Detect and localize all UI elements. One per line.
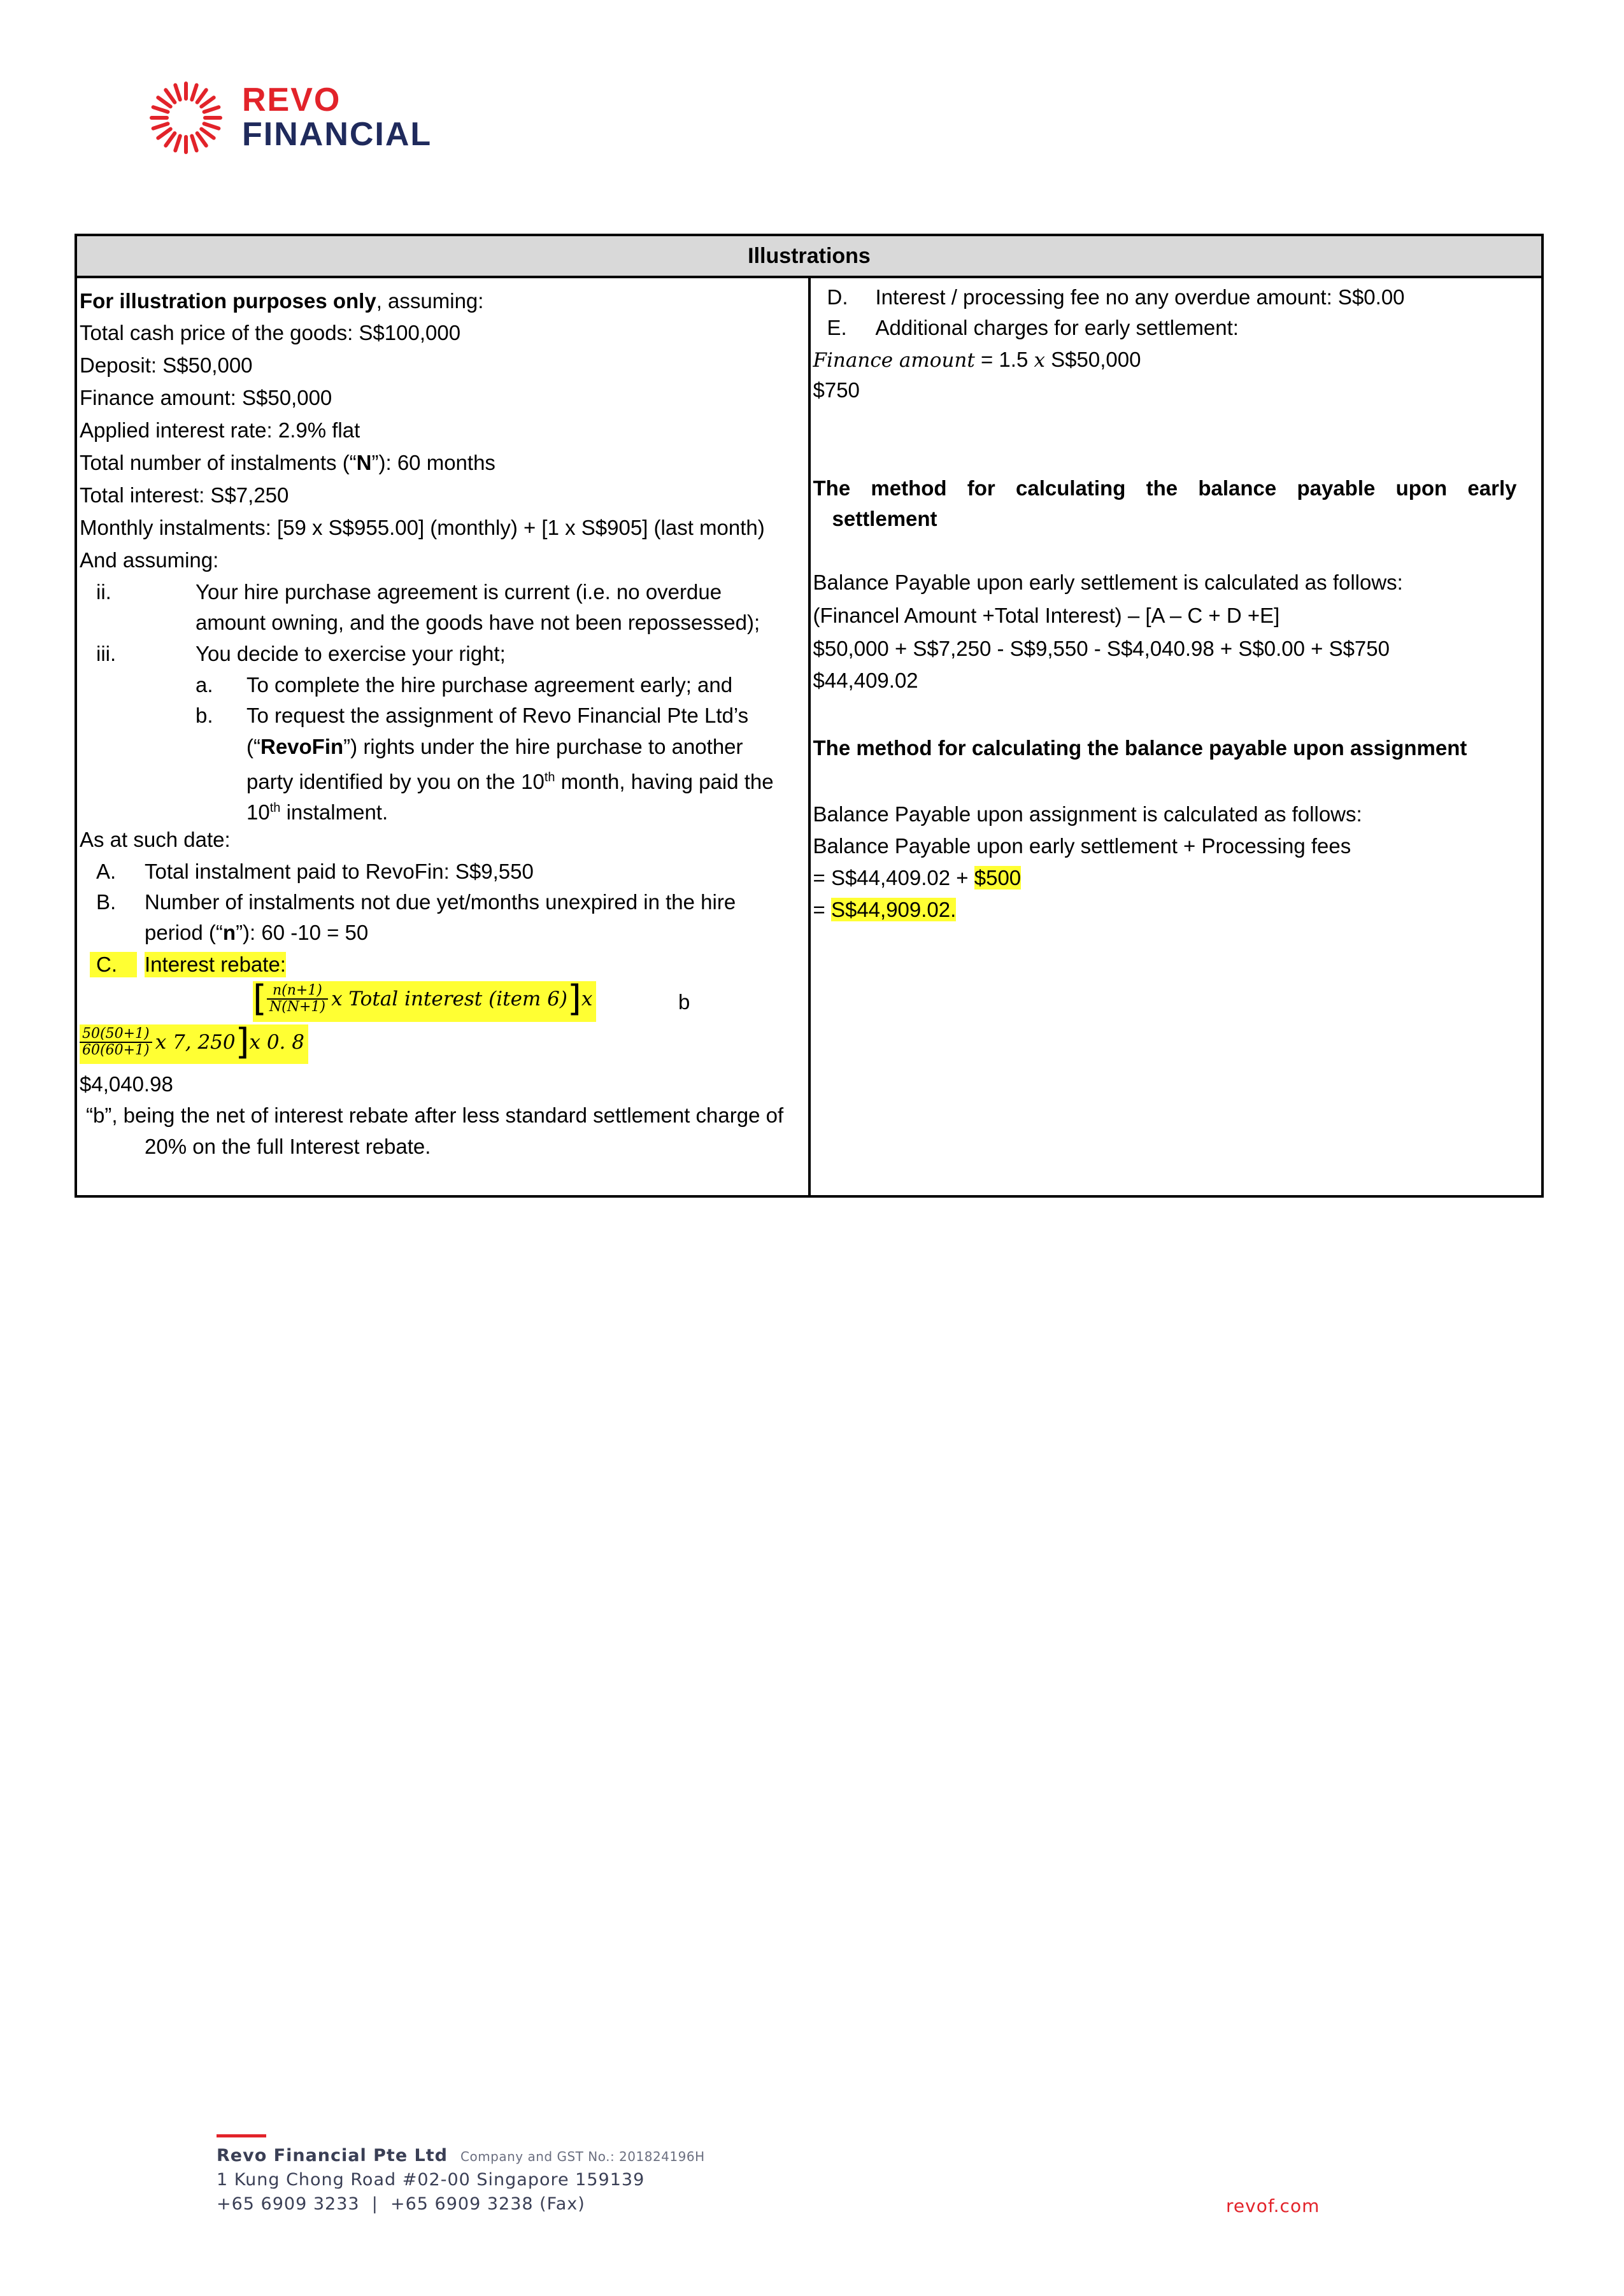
item-B-line2 xyxy=(145,920,368,946)
item-ii-line2: amount owning, and the goods have not been repossessed); xyxy=(196,611,760,634)
bracket-close: ] xyxy=(567,978,581,1019)
table-header: Illustrations xyxy=(76,235,1542,277)
footer-phone: +65 6909 3233 | +65 6909 3238 (Fax) xyxy=(217,2194,585,2214)
num-instalments-bold: N xyxy=(356,451,372,474)
sunburst-ray xyxy=(153,124,168,128)
item-b-num: b. xyxy=(196,704,213,727)
footer-website: revof.com xyxy=(1226,2195,1320,2216)
item-iii-line1: You decide to exercise your right; xyxy=(196,642,506,665)
item-b-line2-post: ”) rights under the hire purchase to another xyxy=(343,735,743,758)
item-C-num: C. xyxy=(90,952,137,977)
assign-eq1 xyxy=(813,865,1022,891)
logo-text-revo: REVO xyxy=(242,81,341,118)
intro-rest: , assuming: xyxy=(376,289,484,313)
assign-eq1-highlight: $500 xyxy=(974,866,1022,889)
sunburst-ray xyxy=(201,97,213,106)
method1-line2: settlement xyxy=(832,507,937,530)
item-b-line4-post: instalment. xyxy=(280,800,388,824)
item-D-text: Interest / processing fee no any overdue amount: S$0.00 xyxy=(875,285,1405,309)
fraction-values-numerator: 50(50+1) xyxy=(80,1026,152,1043)
item-b-line3-sup: th xyxy=(544,770,555,784)
finance-amount-eq: = 1.5 xyxy=(974,348,1034,371)
logo-text-financial: FINANCIAL xyxy=(242,116,432,153)
item-b-line4-pre: 10 xyxy=(246,800,270,824)
finance-amount: Finance amount: S$50,000 xyxy=(80,386,332,409)
item-A-text: Total instalment paid to RevoFin: S$9,550 xyxy=(145,860,534,883)
calc-intro: Balance Payable upon early settlement is calculated as follows: xyxy=(813,570,1403,594)
cash-price: Total cash price of the goods: S$100,000 xyxy=(80,321,461,344)
footer-company-line xyxy=(217,2146,705,2165)
rebate-value: $4,040.98 xyxy=(80,1072,173,1096)
calc-values: $50,000 + S$7,250 - S$9,550 - S$4,040.98 + S$0.00 + S$750 xyxy=(813,637,1390,660)
sunburst-ray xyxy=(166,133,175,145)
item-a-text: To complete the hire purchase agreement early; and xyxy=(246,673,733,697)
footer-gst: Company and GST No.: 201824196H xyxy=(460,2149,705,2164)
method2-heading: The method for calculating the balance payable upon assignment xyxy=(813,736,1467,760)
item-b-line4 xyxy=(246,795,388,825)
assign-eq2 xyxy=(813,897,957,923)
item-b-line4-sup: th xyxy=(269,801,281,815)
as-at-such-date: As at such date: xyxy=(80,828,231,851)
sunburst-ray xyxy=(175,85,180,100)
item-iii-num: iii. xyxy=(96,642,117,665)
deposit: Deposit: S$50,000 xyxy=(80,353,253,377)
sunburst-ray xyxy=(175,136,180,151)
item-D-num: D. xyxy=(827,285,848,309)
finance-amount-italic: Finance amount xyxy=(813,349,975,372)
left-column xyxy=(76,277,809,1196)
sunburst-ray xyxy=(204,107,219,111)
fraction-values xyxy=(80,1026,152,1058)
item-b-line2 xyxy=(246,734,743,760)
formula2-tail: x 0. 8 xyxy=(249,1031,304,1054)
b-note-line2: 20% on the full Interest rebate. xyxy=(145,1135,431,1158)
assign-eq2-highlight: S$44,909.02. xyxy=(830,898,957,921)
method1-line1: The method for calculating the balance payable upon early xyxy=(813,476,1517,500)
item-E-num: E. xyxy=(827,316,847,339)
footer-company: Revo Financial Pte Ltd xyxy=(217,2146,448,2165)
assign-eq1-pre: = S$44,409.02 + xyxy=(813,866,974,889)
revo-logo xyxy=(146,80,452,156)
bracket-close-2: ] xyxy=(235,1021,250,1063)
sunburst-ray xyxy=(204,124,219,128)
interest-rate: Applied interest rate: 2.9% flat xyxy=(80,418,360,442)
fraction-n xyxy=(267,983,328,1015)
item-ii-num: ii. xyxy=(96,580,111,604)
item-b-line3-post: month, having paid the xyxy=(555,770,774,793)
finance-amount-x: x xyxy=(1034,349,1045,372)
fraction-n-numerator: n(n+1) xyxy=(267,983,328,1000)
rebate-formula xyxy=(253,978,596,1022)
item-B-line2-bold: n xyxy=(222,921,236,944)
finance-amount-formula xyxy=(813,347,1141,373)
calc-result: $44,409.02 xyxy=(813,669,918,692)
sunburst-ray xyxy=(201,129,213,138)
fraction-values-denominator: 60(60+1) xyxy=(82,1042,150,1058)
sunburst-ray xyxy=(192,136,196,151)
num-instalments-pre: Total number of instalments (“ xyxy=(80,451,357,474)
finance-amount-tail: S$50,000 xyxy=(1044,348,1141,371)
item-A-num: A. xyxy=(96,860,117,883)
item-C-text: Interest rebate: xyxy=(145,953,286,976)
item-B-num: B. xyxy=(96,890,117,914)
item-B-line1: Number of instalments not due yet/months unexpired in the hire xyxy=(145,890,736,914)
rebate-calculation xyxy=(80,1021,308,1064)
item-b-line1: To request the assignment of Revo Financial Pte Ltd’s xyxy=(246,704,749,727)
assign-intro: Balance Payable upon assignment is calculated as follows: xyxy=(813,802,1362,826)
item-B-line2-post: ”): 60 -10 = 50 xyxy=(236,921,369,944)
b-note-line1: “b”, being the net of interest rebate after less standard settlement charge of xyxy=(86,1103,784,1127)
sunburst-ray xyxy=(153,107,168,111)
early-settlement-charge: $750 xyxy=(813,378,860,402)
item-b-line3-pre: party identified by you on the 10 xyxy=(246,770,545,793)
sunburst-ray xyxy=(158,97,170,106)
formula1-text: x Total interest (item 6) xyxy=(331,988,567,1010)
item-E-text: Additional charges for early settlement: xyxy=(875,316,1239,339)
intro-line xyxy=(80,288,483,314)
footer-address: 1 Kung Chong Road #02-00 Singapore 159139 xyxy=(217,2170,645,2190)
assign-formula: Balance Payable upon early settlement + Processing fees xyxy=(813,834,1351,858)
and-assuming: And assuming: xyxy=(80,548,219,572)
calc-formula: (Financel Amount +Total Interest) – [A – C + D +E] xyxy=(813,604,1280,627)
item-b-line3 xyxy=(246,765,774,795)
intro-bold: For illustration purposes only xyxy=(80,289,376,313)
sunburst-ray xyxy=(197,90,206,102)
num-instalments xyxy=(80,450,495,476)
assign-eq2-pre: = xyxy=(813,898,831,921)
item-B-line2-pre: period (“ xyxy=(145,921,223,944)
sunburst-ray xyxy=(166,90,175,102)
formula1-x: x xyxy=(581,988,593,1010)
monthly-instalments: Monthly instalments: [59 x S$955.00] (monthly) + [1 x S$905] (last month) xyxy=(80,516,765,539)
sunburst-ray xyxy=(192,85,196,100)
item-b-line2-bold: RevoFin xyxy=(260,735,344,758)
fraction-n-denominator: N(N+1) xyxy=(269,999,325,1015)
sunburst-ray xyxy=(197,133,206,145)
sunburst-ray xyxy=(158,129,170,138)
illustrations-table xyxy=(75,234,1544,1198)
footer-accent-bar xyxy=(217,2134,266,2137)
sunburst-icon xyxy=(146,80,229,156)
formula1-b: b xyxy=(678,990,690,1014)
total-interest: Total interest: S$7,250 xyxy=(80,483,289,507)
num-instalments-post: ”): 60 months xyxy=(371,451,495,474)
item-ii-line1: Your hire purchase agreement is current (i.e. no overdue xyxy=(196,580,722,604)
item-b-line2-pre: (“ xyxy=(246,735,260,758)
bracket-open: [ xyxy=(253,978,267,1019)
item-a-num: a. xyxy=(196,673,213,697)
right-column xyxy=(809,277,1543,1196)
formula2-text: x 7, 250 xyxy=(155,1031,236,1054)
